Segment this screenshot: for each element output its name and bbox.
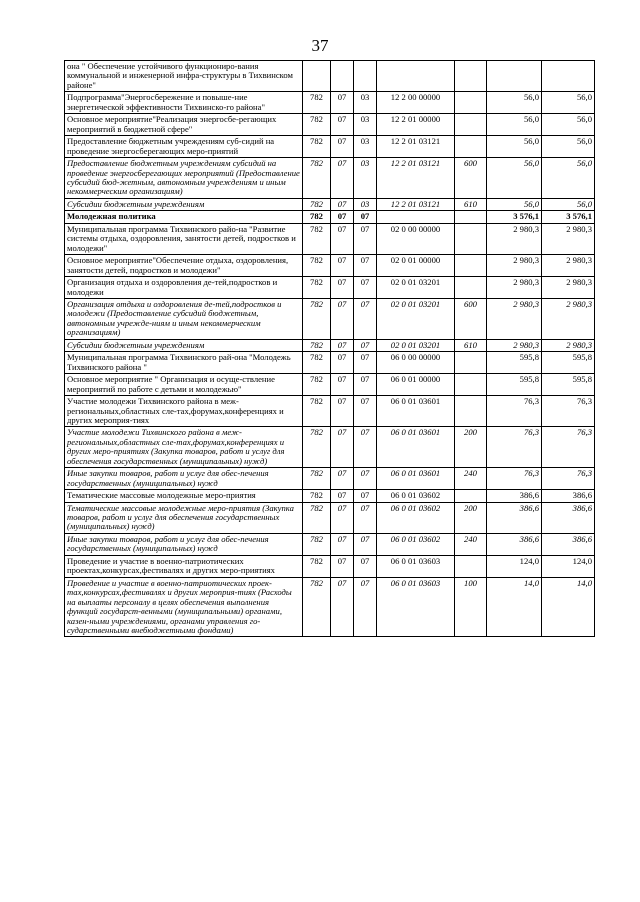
- cell-expense-type: [455, 61, 487, 92]
- cell-department: 782: [303, 277, 331, 299]
- cell-subsection: 07: [354, 352, 377, 374]
- cell-amount-1: 76,3: [487, 396, 542, 427]
- cell-name: Тематические массовые молодежные меро-приятия (Закупка товаров, работ и услуг для обеспечения государственных (муниципальных) нужд): [65, 502, 303, 533]
- cell-section: 07: [331, 114, 354, 136]
- cell-department: 782: [303, 92, 331, 114]
- cell-section: 07: [331, 136, 354, 158]
- cell-section: 07: [331, 158, 354, 199]
- cell-name: Тематические массовые молодежные меро-приятия: [65, 490, 303, 502]
- cell-section: 07: [331, 198, 354, 210]
- cell-section: 07: [331, 374, 354, 396]
- cell-department: [303, 61, 331, 92]
- cell-section: 07: [331, 502, 354, 533]
- cell-amount-1: 56,0: [487, 198, 542, 210]
- cell-subsection: 07: [354, 490, 377, 502]
- cell-expense-type: [455, 277, 487, 299]
- cell-amount-1: 2 980,3: [487, 223, 542, 254]
- cell-expense-type: 610: [455, 198, 487, 210]
- cell-name: Проведение и участие в военно-патриотических проектах,конкурсах,фестивалях и других меро-приятиях: [65, 555, 303, 577]
- cell-name: Проведение и участие в военно-патриотических проек-тах,конкурсах,фестивалях и других мероприя-тиях (Расходы на выплаты персоналу в целях обеспечения выполнения функций государст-венными (муниципальными) органами, казен-ными учреждениями, органами управления го-сударственными внебюджетными фондами): [65, 577, 303, 637]
- cell-amount-2: 595,8: [542, 352, 595, 374]
- cell-amount-1: 56,0: [487, 92, 542, 114]
- cell-expense-type: [455, 396, 487, 427]
- cell-department: 782: [303, 158, 331, 199]
- cell-department: 782: [303, 352, 331, 374]
- cell-target-item: 12 2 01 03121: [377, 198, 455, 210]
- cell-expense-type: [455, 92, 487, 114]
- cell-department: 782: [303, 255, 331, 277]
- cell-subsection: 03: [354, 198, 377, 210]
- cell-name: Участие молодежи Тихвинского района в меж-региональных,областных сле-тах,форумах,конференциях и других мероприя-тиях: [65, 396, 303, 427]
- cell-name: Молодежная политика: [65, 211, 303, 223]
- cell-amount-2: 2 980,3: [542, 223, 595, 254]
- cell-amount-2: 2 980,3: [542, 277, 595, 299]
- cell-subsection: 07: [354, 211, 377, 223]
- table-row: [65, 298, 595, 339]
- cell-department: 782: [303, 533, 331, 555]
- table-row: [65, 396, 595, 427]
- cell-department: 782: [303, 396, 331, 427]
- cell-amount-1: [487, 61, 542, 92]
- cell-target-item: 06 0 01 03602: [377, 490, 455, 502]
- cell-expense-type: 200: [455, 427, 487, 468]
- cell-expense-type: 200: [455, 502, 487, 533]
- cell-department: 782: [303, 577, 331, 637]
- cell-subsection: 03: [354, 136, 377, 158]
- cell-subsection: 07: [354, 223, 377, 254]
- cell-target-item: [377, 61, 455, 92]
- cell-amount-1: 2 980,3: [487, 277, 542, 299]
- cell-target-item: 06 0 01 03601: [377, 396, 455, 427]
- cell-target-item: 06 0 01 00000: [377, 374, 455, 396]
- cell-department: 782: [303, 198, 331, 210]
- cell-target-item: 12 2 01 03121: [377, 158, 455, 199]
- cell-expense-type: [455, 555, 487, 577]
- budget-table: [64, 60, 595, 637]
- cell-section: 07: [331, 468, 354, 490]
- cell-subsection: 07: [354, 298, 377, 339]
- cell-target-item: 06 0 01 03603: [377, 555, 455, 577]
- cell-target-item: 12 2 01 03121: [377, 136, 455, 158]
- cell-department: 782: [303, 298, 331, 339]
- cell-subsection: 03: [354, 92, 377, 114]
- cell-expense-type: [455, 211, 487, 223]
- cell-target-item: 06 0 01 03603: [377, 577, 455, 637]
- cell-amount-1: 2 980,3: [487, 255, 542, 277]
- cell-section: 07: [331, 92, 354, 114]
- cell-name: Основное мероприятие"Обеспечение отдыха, оздоровления, занятости детей, подростков и молодежи": [65, 255, 303, 277]
- cell-amount-2: 386,6: [542, 502, 595, 533]
- cell-department: 782: [303, 427, 331, 468]
- cell-amount-1: 3 576,1: [487, 211, 542, 223]
- cell-department: 782: [303, 468, 331, 490]
- cell-name: Субсидии бюджетным учреждениям: [65, 198, 303, 210]
- cell-subsection: 07: [354, 468, 377, 490]
- cell-name: Организация отдыха и оздоровления де-тей,подростков и молодежи (Предоставление субсидий бюджетным, автономным учрежде-ниям и иным некоммерческим организациям): [65, 298, 303, 339]
- table-row: [65, 577, 595, 637]
- cell-department: 782: [303, 374, 331, 396]
- cell-amount-2: 76,3: [542, 396, 595, 427]
- cell-section: 07: [331, 339, 354, 351]
- cell-name: Участие молодежи Тихвинского района в меж-региональных,областных сле-тах,форумах,конференциях и других меро-приятиях (Закупка товаров, работ и услуг для обеспечения государственных (муниципальных) нужд): [65, 427, 303, 468]
- cell-amount-2: 124,0: [542, 555, 595, 577]
- cell-expense-type: [455, 136, 487, 158]
- cell-expense-type: [455, 114, 487, 136]
- cell-subsection: 07: [354, 339, 377, 351]
- cell-subsection: 07: [354, 502, 377, 533]
- cell-target-item: 02 0 00 00000: [377, 223, 455, 254]
- cell-target-item: 02 0 01 03201: [377, 277, 455, 299]
- cell-target-item: 06 0 01 03602: [377, 533, 455, 555]
- cell-section: 07: [331, 396, 354, 427]
- cell-amount-1: 14,0: [487, 577, 542, 637]
- cell-expense-type: 100: [455, 577, 487, 637]
- cell-target-item: [377, 211, 455, 223]
- cell-amount-2: 2 980,3: [542, 255, 595, 277]
- table-row: [65, 114, 595, 136]
- cell-department: 782: [303, 502, 331, 533]
- table-row: [65, 158, 595, 199]
- cell-subsection: 07: [354, 577, 377, 637]
- cell-amount-2: 14,0: [542, 577, 595, 637]
- table-row: [65, 339, 595, 351]
- cell-target-item: 02 0 01 00000: [377, 255, 455, 277]
- table-row: [65, 255, 595, 277]
- table-row: [65, 502, 595, 533]
- cell-target-item: 06 0 01 03601: [377, 427, 455, 468]
- cell-section: 07: [331, 352, 354, 374]
- cell-department: 782: [303, 223, 331, 254]
- cell-section: 07: [331, 277, 354, 299]
- cell-amount-2: 386,6: [542, 490, 595, 502]
- cell-name: Основное мероприятие"Реализация энергосбе-регающих мероприятий в бюджетной сфере": [65, 114, 303, 136]
- cell-amount-2: 56,0: [542, 114, 595, 136]
- cell-target-item: 12 2 01 00000: [377, 114, 455, 136]
- cell-name: Субсидии бюджетным учреждениям: [65, 339, 303, 351]
- cell-section: [331, 61, 354, 92]
- cell-amount-1: 386,6: [487, 502, 542, 533]
- cell-amount-2: 595,8: [542, 374, 595, 396]
- cell-expense-type: 240: [455, 533, 487, 555]
- cell-section: 07: [331, 298, 354, 339]
- cell-department: 782: [303, 339, 331, 351]
- cell-name: Муниципальная программа Тихвинского рай-она "Молодежь Тихвинского района ": [65, 352, 303, 374]
- cell-name: Предоставление бюджетным учреждениям субсидий на проведение энергосберегающих мероприятий (Предоставление субсидий бюд-жетным, автономным учреждениям и иным некоммерческим организациям): [65, 158, 303, 199]
- cell-amount-1: 76,3: [487, 427, 542, 468]
- cell-target-item: 12 2 00 00000: [377, 92, 455, 114]
- cell-target-item: 02 0 01 03201: [377, 339, 455, 351]
- table-row: [65, 374, 595, 396]
- cell-department: 782: [303, 136, 331, 158]
- cell-name: Подпрограмма"Энергосбережение и повыше-ние энергетической эффективности Тихвинско-го района": [65, 92, 303, 114]
- cell-subsection: 03: [354, 158, 377, 199]
- cell-amount-2: 386,6: [542, 533, 595, 555]
- table-row: [65, 427, 595, 468]
- cell-subsection: 07: [354, 277, 377, 299]
- cell-subsection: 07: [354, 555, 377, 577]
- cell-amount-2: 56,0: [542, 198, 595, 210]
- cell-amount-2: 3 576,1: [542, 211, 595, 223]
- cell-expense-type: [455, 374, 487, 396]
- table-row: [65, 61, 595, 92]
- cell-subsection: 07: [354, 396, 377, 427]
- cell-expense-type: [455, 352, 487, 374]
- cell-amount-2: 56,0: [542, 136, 595, 158]
- cell-target-item: 06 0 01 03601: [377, 468, 455, 490]
- cell-name: Организация отдыха и оздоровления де-тей,подростков и молодежи: [65, 277, 303, 299]
- cell-amount-1: 386,6: [487, 533, 542, 555]
- cell-section: 07: [331, 533, 354, 555]
- cell-expense-type: 600: [455, 158, 487, 199]
- cell-amount-1: 2 980,3: [487, 339, 542, 351]
- cell-section: 07: [331, 577, 354, 637]
- cell-name: Предоставление бюджетным учреждениям суб-сидий на проведение энергосберегающих меро-приятий: [65, 136, 303, 158]
- table-row: [65, 198, 595, 210]
- cell-expense-type: [455, 255, 487, 277]
- cell-amount-2: 76,3: [542, 468, 595, 490]
- cell-expense-type: 600: [455, 298, 487, 339]
- cell-expense-type: [455, 223, 487, 254]
- cell-name: Иные закупки товаров, работ и услуг для обес-печения государственных (муниципальных) нужд: [65, 468, 303, 490]
- cell-name: Иные закупки товаров, работ и услуг для обес-печения государственных (муниципальных) нужд: [65, 533, 303, 555]
- cell-expense-type: 610: [455, 339, 487, 351]
- table-row: [65, 533, 595, 555]
- cell-section: 07: [331, 490, 354, 502]
- table-row: [65, 555, 595, 577]
- page-number: 37: [311, 36, 329, 55]
- cell-amount-1: 2 980,3: [487, 298, 542, 339]
- cell-amount-2: [542, 61, 595, 92]
- cell-subsection: 07: [354, 533, 377, 555]
- cell-amount-2: 76,3: [542, 427, 595, 468]
- cell-amount-2: 2 980,3: [542, 298, 595, 339]
- cell-amount-2: 56,0: [542, 92, 595, 114]
- cell-target-item: 06 0 00 00000: [377, 352, 455, 374]
- cell-section: 07: [331, 211, 354, 223]
- cell-amount-1: 595,8: [487, 374, 542, 396]
- cell-subsection: 07: [354, 255, 377, 277]
- cell-expense-type: 240: [455, 468, 487, 490]
- cell-subsection: 07: [354, 374, 377, 396]
- table-row: [65, 490, 595, 502]
- cell-name: Муниципальная программа Тихвинского райо-на "Развитие системы отдыха, оздоровления, занятости детей, подростков и молодежи": [65, 223, 303, 254]
- cell-section: 07: [331, 555, 354, 577]
- cell-amount-1: 76,3: [487, 468, 542, 490]
- cell-name: она " Обеспечение устойчивого функциониро-вания коммунальной и инженерной инфра-структуры в Тихвинском районе": [65, 61, 303, 92]
- cell-amount-1: 386,6: [487, 490, 542, 502]
- cell-amount-1: 56,0: [487, 136, 542, 158]
- cell-section: 07: [331, 255, 354, 277]
- cell-section: 07: [331, 427, 354, 468]
- cell-name: Основное мероприятие " Организация и осуще-ствление мероприятий по работе с детьми и молодежью": [65, 374, 303, 396]
- cell-amount-1: 56,0: [487, 114, 542, 136]
- table-row: [65, 468, 595, 490]
- cell-amount-2: 2 980,3: [542, 339, 595, 351]
- cell-subsection: 07: [354, 427, 377, 468]
- cell-subsection: 03: [354, 114, 377, 136]
- cell-department: 782: [303, 211, 331, 223]
- cell-amount-1: 124,0: [487, 555, 542, 577]
- cell-amount-2: 56,0: [542, 158, 595, 199]
- cell-target-item: 02 0 01 03201: [377, 298, 455, 339]
- cell-department: 782: [303, 114, 331, 136]
- table-row: [65, 136, 595, 158]
- table-row: [65, 277, 595, 299]
- cell-amount-1: 56,0: [487, 158, 542, 199]
- cell-amount-1: 595,8: [487, 352, 542, 374]
- cell-subsection: [354, 61, 377, 92]
- cell-department: 782: [303, 555, 331, 577]
- table-row: [65, 92, 595, 114]
- table-row: [65, 352, 595, 374]
- cell-department: 782: [303, 490, 331, 502]
- cell-expense-type: [455, 490, 487, 502]
- cell-section: 07: [331, 223, 354, 254]
- table-row: [65, 223, 595, 254]
- cell-target-item: 06 0 01 03602: [377, 502, 455, 533]
- table-row: [65, 211, 595, 223]
